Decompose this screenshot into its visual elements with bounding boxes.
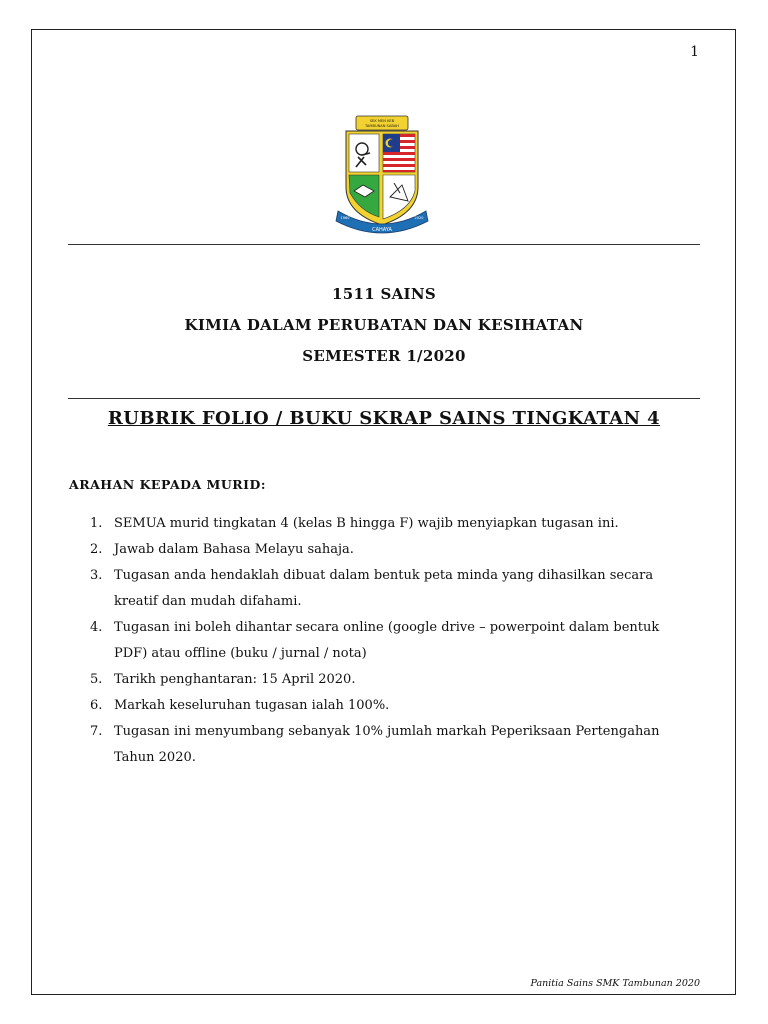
item-text: Tugasan ini boleh dihantar secara online (google drive – powerpoint dalam bentuk PDF) atau offline (buku / jurnal / nota): [114, 620, 660, 661]
item-text: Tugasan anda hendaklah dibuat dalam bentuk peta minda yang dihasilkan secara kreatif dan mudah difahami.: [114, 568, 654, 609]
subject-code: 1511 SAINS: [331, 285, 436, 303]
footer-text: Panitia Sains SMK Tambunan 2020: [530, 978, 700, 989]
item-number: 7.: [90, 724, 103, 739]
divider-bottom: [68, 398, 700, 399]
document-title: RUBRIK FOLIO / BUKU SKRAP SAINS TINGKATAN 4: [107, 408, 661, 429]
item-number: 4.: [90, 620, 103, 635]
item-text: SEMUA murid tingkatan 4 (kelas B hingga F) wajib menyiapkan tugasan ini.: [114, 516, 619, 531]
semester: SEMESTER 1/2020: [302, 347, 466, 365]
instructions-list: [90, 511, 690, 771]
list-item: [90, 615, 690, 667]
svg-text:TAMBUNAN SABAH: TAMBUNAN SABAH: [365, 124, 399, 128]
crest-ribbon-text: CAHAYA: [372, 227, 392, 233]
subject-title: KIMIA DALAM PERUBATAN DAN KESIHATAN: [184, 316, 584, 334]
list-item: [90, 563, 690, 615]
item-number: 3.: [90, 568, 103, 583]
list-item: [90, 537, 690, 563]
item-number: 1.: [90, 516, 103, 531]
item-number: 6.: [90, 698, 103, 713]
page-number: 1: [690, 44, 699, 60]
list-item: [90, 719, 690, 771]
item-text: Markah keseluruhan tugasan ialah 100%.: [114, 698, 390, 713]
item-text: Tarikh penghantaran: 15 April 2020.: [114, 672, 356, 687]
crest-ribbon-year-left: 1960: [340, 216, 350, 220]
item-text: Jawab dalam Bahasa Melayu sahaja.: [114, 542, 354, 557]
divider-top: [68, 244, 700, 245]
list-item: [90, 693, 690, 719]
item-number: 2.: [90, 542, 103, 557]
item-number: 5.: [90, 672, 103, 687]
list-item: [90, 511, 690, 537]
svg-text:SEK MEN KEB: SEK MEN KEB: [369, 119, 395, 123]
school-crest-logo: [332, 113, 432, 245]
instructions-heading: ARAHAN KEPADA MURID:: [69, 477, 266, 492]
item-text: Tugasan ini menyumbang sebanyak 10% jumlah markah Peperiksaan Pertengahan Tahun 2020.: [114, 724, 660, 765]
list-item: [90, 667, 690, 693]
crest-ribbon-year-right: 2020: [414, 216, 424, 220]
